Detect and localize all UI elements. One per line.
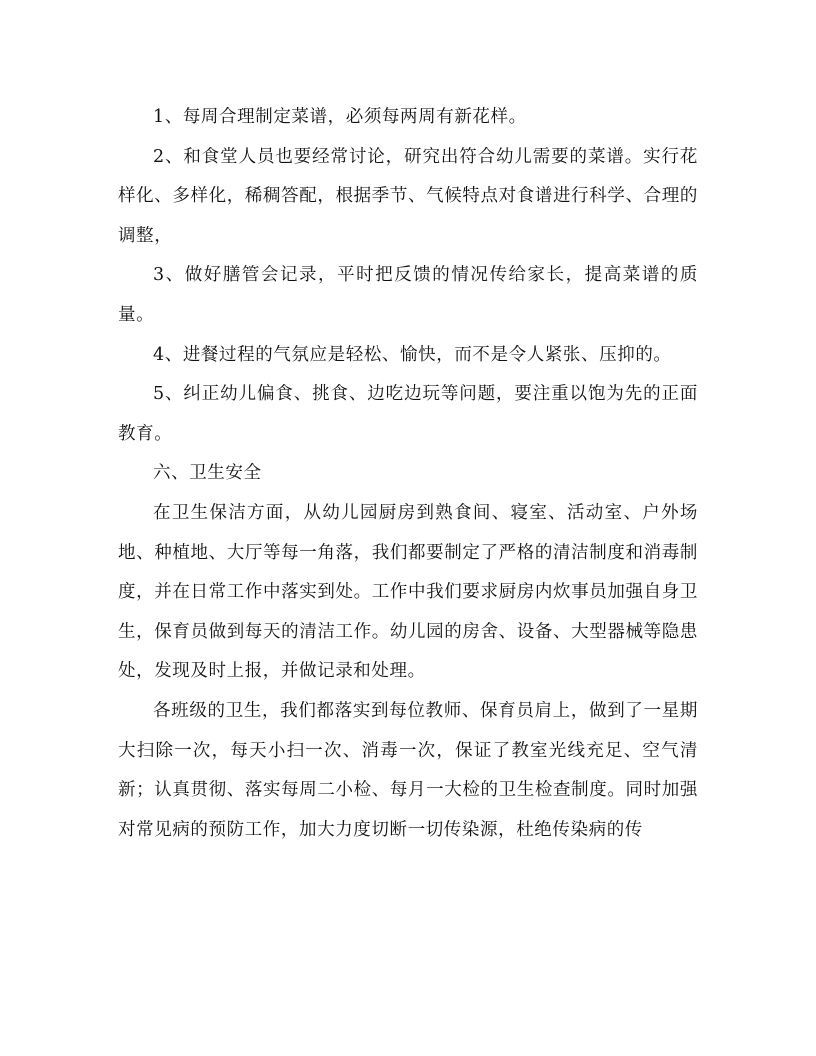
paragraph-item-2: 2、和食堂人员也要经常讨论，研究出符合幼儿需要的菜谱。实行花样化、多样化，稀稠答配，根据季节、气候特点对食谱进行科学、合理的调整， — [118, 146, 698, 246]
section-heading: 六、卫生安全 — [153, 463, 262, 484]
document-body — [118, 98, 698, 850]
paragraph-item-3: 3、做好膳管会记录，平时把反馈的情况传给家长，提高菜谱的质量。 — [118, 265, 698, 325]
paragraph-item-5: 5、纠正幼儿偏食、挑食、边吃边玩等问题，要注重以饱为先的正面教育。 — [118, 384, 698, 444]
paragraph-class-hygiene: 各班级的卫生，我们都落实到每位教师、保育员肩上，做到了一星期大扫除一次，每天小扫一次、消毒一次，保证了教室光线充足、空气清新；认真贯彻、落实每周二小检、每月一大检的卫生检查制度。同时加强对常见病的预防工作，加大力度切断一切传染源，杜绝传染病的传 — [118, 700, 698, 840]
paragraph-item-4: 4、进餐过程的气氛应是轻松、愉快，而不是令人紧张、压抑的。 — [153, 344, 672, 365]
paragraph-hygiene-cleaning: 在卫生保洁方面，从幼儿园厨房到熟食间、寝室、活动室、户外场地、种植地、大厅等每一角落，我们都要制定了严格的清洁制度和消毒制度，并在日常工作中落实到处。工作中我们要求厨房内炊事员加强自身卫生，保育员做到每天的清洁工作。幼儿园的房舍、设备、大型器械等隐患处，发现及时上报，并做记录和处理。 — [118, 502, 698, 682]
paragraph-item-1: 1、每周合理制定菜谱，必须每两周有新花样。 — [153, 107, 527, 127]
